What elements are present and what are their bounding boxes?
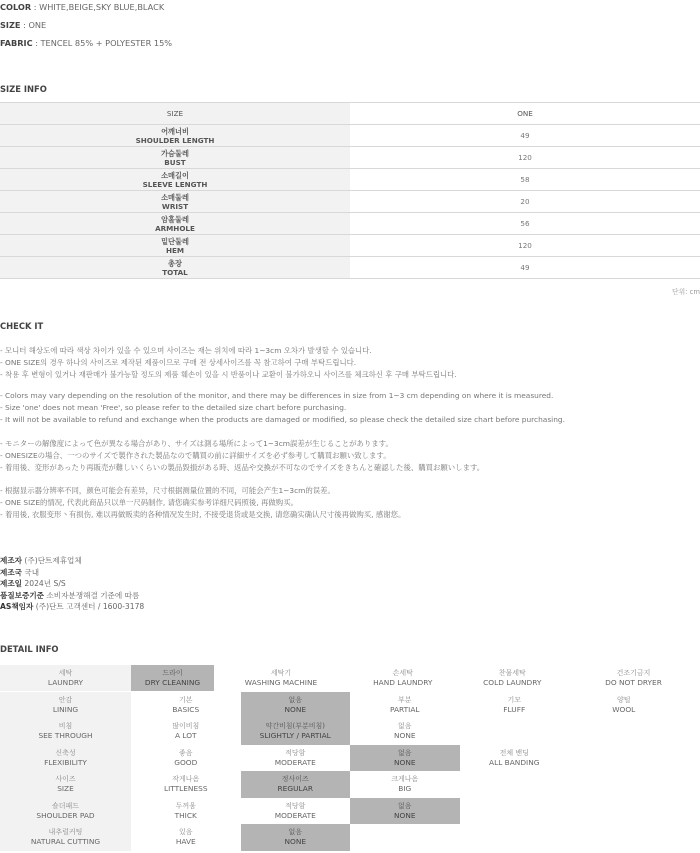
measure-value: 120 (350, 235, 700, 257)
measure-label: 총장 TOTAL (0, 257, 350, 279)
detail-option-selected: 없음 NONE (350, 745, 460, 772)
table-row (0, 235, 700, 257)
detail-option: 기본 BASICS (172, 695, 200, 714)
measure-value: 49 (350, 257, 700, 279)
measure-label: 암홀둘레 ARMHOLE (0, 213, 350, 235)
product-info-fabric: FABRIC : TENCEL 85% + POLYESTER 15% (0, 38, 173, 48)
check-it-title: CHECK IT (0, 321, 44, 331)
detail-head: 숄더패드 SHOULDER PAD (0, 798, 131, 825)
product-info-color: COLOR : WHITE,BEIGE,SKY BLUE,BLACK (0, 2, 165, 12)
table-row (0, 169, 700, 191)
detail-grid (0, 665, 700, 851)
detail-option-selected: 정사이즈 REGULAR (241, 771, 351, 798)
table-row (0, 191, 700, 213)
size-table (0, 102, 700, 279)
table-row (0, 257, 700, 279)
detail-head: 비침 SEE THROUGH (0, 718, 131, 745)
check-line: - ONE SIZE의 경우 하나의 사이즈로 제작된 제품이므로 구매 전 상세사이즈를 꼭 참고하여 구매 부탁드립니다. (0, 358, 357, 367)
measure-label: 가슴둘레 BUST (0, 147, 350, 169)
detail-info-title: DETAIL INFO (0, 644, 59, 654)
detail-option: 양털 WOOL (612, 695, 636, 714)
mfg-date: 제조일 2024년 S/S (0, 579, 66, 588)
detail-row-lining (0, 692, 700, 719)
detail-row-shoulder-pad (0, 798, 700, 825)
detail-option-selected: 없음 NONE (241, 692, 351, 719)
measure-value: 58 (350, 169, 700, 191)
detail-option: 두꺼움 THICK (174, 801, 197, 820)
size-header-value: ONE (350, 103, 700, 125)
check-line: - Colors may vary depending on the resolution of the monitor, and there may be differences in size from 1~3 cm depending on where it is measured. (0, 391, 554, 400)
check-line: - 着用後, 衣服变形丶有损伤, 难以再做贩卖的各种情况发生时, 不接受退货或是交换, 请您确实确认尺寸後再做购买, 感谢您。 (0, 510, 406, 519)
measure-value: 56 (350, 213, 700, 235)
detail-head: 사이즈 SIZE (0, 771, 131, 798)
measure-value: 120 (350, 147, 700, 169)
detail-option: 없음 NONE (393, 722, 416, 741)
detail-option: 건조기금지 DO NOT DRYER (605, 669, 662, 687)
detail-option: 좋음 GOOD (174, 748, 198, 767)
detail-option-selected: 없음 NONE (241, 824, 351, 851)
mfg-warranty: 품질보증기준 소비자분쟁해결 기준에 따름 (0, 591, 140, 600)
detail-option: 작게나옴 LITTLENESS (163, 775, 208, 794)
detail-row-see-through (0, 718, 700, 745)
detail-option: 손세탁 HAND LAUNDRY (373, 669, 433, 687)
detail-option: 있음 HAVE (175, 828, 196, 847)
detail-option: 많이비침 A LOT (172, 722, 200, 741)
size-header-label: SIZE (0, 103, 350, 125)
measure-value: 20 (350, 191, 700, 213)
check-line: - 着用後、変形があったり再販売が難しいくらいの製品毀損がある時、返品や交換が不可なのでサイズをきちんと確認した後、購買お願いします。 (0, 463, 485, 472)
detail-option: 전체 밴딩 ALL BANDING (489, 748, 540, 767)
detail-row-flexibility (0, 745, 700, 772)
product-info-size: SIZE : ONE (0, 20, 47, 30)
check-line: - Size 'one' does not mean 'Free', so please refer to the detailed size chart before purchasing. (0, 403, 347, 412)
check-line: - It will not be available to refund and exchange when the products are damaged or modified, so please check the detailed size chart before purchasing. (0, 415, 565, 424)
detail-option-selected: 약간비침(부분비침) SLIGHTLY / PARTIAL (241, 718, 351, 745)
detail-option: 부분 PARTIAL (389, 695, 420, 714)
size-table-header (0, 103, 700, 125)
detail-option: 기모 FLUFF (503, 695, 526, 714)
table-row (0, 147, 700, 169)
table-row (0, 125, 700, 147)
detail-option: 세탁기 WASHING MACHINE (244, 669, 318, 687)
detail-head: 안감 LINING (0, 692, 131, 719)
check-line: - 모니터 해상도에 따라 색상 차이가 있을 수 있으며 사이즈는 재는 위치에 따라 1~3cm 오차가 발생할 수 있습니다. (0, 346, 372, 355)
measure-label: 밑단둘레 HEM (0, 235, 350, 257)
detail-option-selected: 없음 NONE (350, 798, 460, 825)
mfg-maker: 제조자 (주)단트제휴업체 (0, 556, 82, 565)
detail-option: 찬물세탁 COLD LAUNDRY (483, 669, 542, 687)
check-line: - 착용 후 변형이 있거나 재판매가 불가능할 정도의 제품 훼손이 있을 시 반품이나 교환이 불가하오니 사이즈를 체크하신 후 구매 부탁드립니다. (0, 370, 457, 379)
table-row (0, 213, 700, 235)
measure-label: 어깨너비 SHOULDER LENGTH (0, 125, 350, 147)
mfg-as-contact: AS책임자 (주)단트 고객센터 / 1600-3178 (0, 602, 145, 611)
detail-head: 내추럴커팅 NATURAL CUTTING (0, 824, 131, 851)
unit-label: 단위: cm (672, 288, 700, 296)
measure-value: 49 (350, 125, 700, 147)
detail-row-size (0, 771, 700, 798)
detail-option: 적당함 MODERATE (274, 748, 316, 767)
mfg-country: 제조국 국내 (0, 568, 40, 577)
detail-option-selected: 드라이 DRY CLEANING (131, 665, 214, 691)
check-line: - 根据显示器分辨率不同，颜色可能会有差异，尺寸根据测量位置的不同，可能会产生1~3cm的误差。 (0, 486, 335, 495)
detail-row-natural-cutting (0, 824, 700, 851)
check-line: - モニターの解像度によって色が異なる場合があり、サイズは測る場所によって1~3cm誤差が生じることがあります。 (0, 439, 393, 448)
detail-option: 적당함 MODERATE (274, 801, 316, 820)
detail-head: 세탁 LAUNDRY (0, 665, 131, 691)
detail-head: 신축성 FLEXIBILITY (0, 745, 131, 772)
detail-option: 크게나옴 BIG (391, 775, 419, 794)
measure-label: 소매둘레 WRIST (0, 191, 350, 213)
detail-row-laundry (0, 665, 700, 692)
check-line: - ONE SIZE的情况, 代表此商品只以单一尺码制作, 请您确实参考详细尺码照後, 再做购买。 (0, 498, 298, 507)
measure-label: 소매길이 SLEEVE LENGTH (0, 169, 350, 191)
size-info-title: SIZE INFO (0, 84, 47, 94)
check-line: - ONESIZEの場合、一つのサイズで製作された製品なので購買の前に詳細サイズを必ず参考して購買お願い致します。 (0, 451, 391, 460)
